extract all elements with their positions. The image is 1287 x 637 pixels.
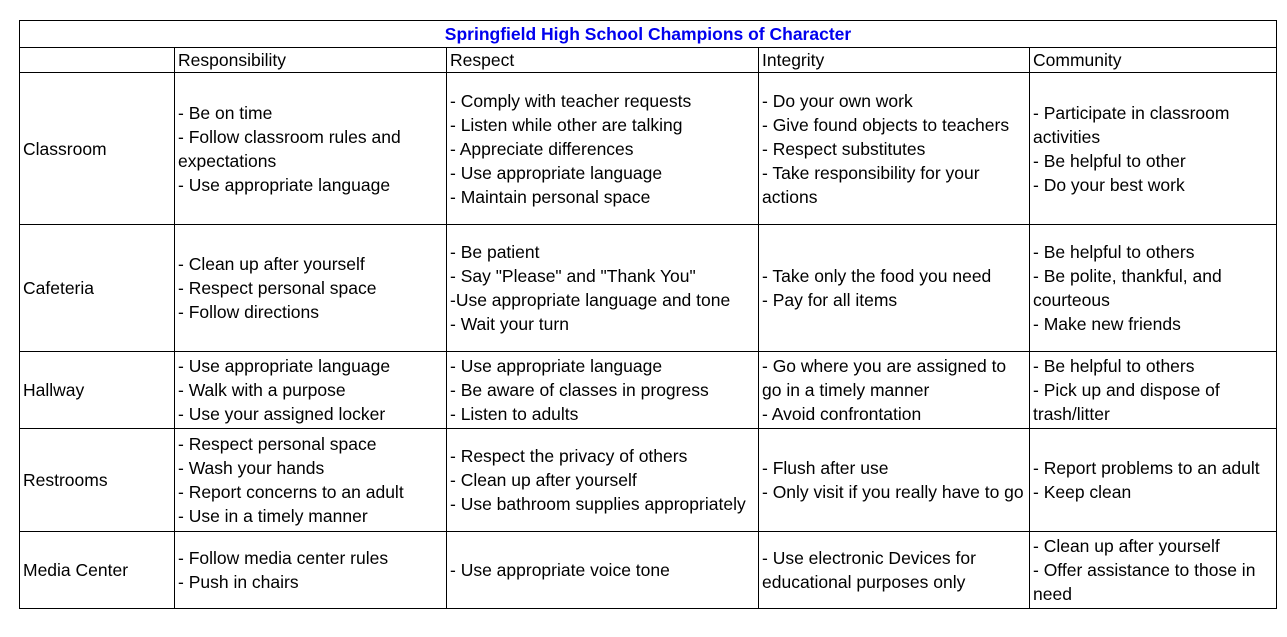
list-item: - Report problems to an adult — [1033, 458, 1260, 478]
cell-classroom-integrity — [759, 73, 1030, 225]
list-item: - Be helpful to other — [1033, 150, 1186, 171]
header-community: Community — [1030, 48, 1277, 73]
list-item: - Only visit if you really have to go — [762, 482, 1024, 502]
cell-media-center-responsibility — [175, 532, 447, 609]
cell-classroom-responsibility — [175, 73, 447, 225]
list-item: - Keep clean — [1033, 482, 1132, 502]
cell-cafeteria-integrity — [759, 225, 1030, 352]
cell-restrooms-responsibility — [175, 429, 447, 532]
list-item: - Say "Please" and "Thank You" — [450, 266, 696, 286]
list-item: - Use your assigned locker — [178, 404, 386, 424]
cell-hallway-responsibility — [175, 352, 447, 429]
list-item: - Be patient — [450, 242, 540, 262]
cell-media-center-integrity — [759, 532, 1030, 609]
list-item: - Follow classroom rules and expectations — [178, 126, 401, 171]
list-item: - Give found objects to teachers — [762, 114, 1010, 135]
list-item: - Respect personal space — [178, 434, 377, 454]
header-corner — [20, 48, 175, 73]
list-item: - Clean up after yourself — [178, 254, 365, 274]
list-item: - Wait your turn — [450, 314, 569, 334]
list-item: - Use appropriate language — [178, 356, 391, 376]
list-item: - Follow directions — [178, 302, 320, 322]
list-item: - Respect personal space — [178, 278, 377, 298]
list-item: - Use appropriate language — [450, 162, 663, 183]
row-label-media-center: Media Center — [20, 532, 175, 609]
list-item: - Make new friends — [1033, 314, 1181, 334]
cell-restrooms-integrity — [759, 429, 1030, 532]
list-item: - Be polite, thankful, and courteous — [1033, 266, 1222, 310]
row-cafeteria — [20, 225, 1277, 352]
list-item: - Maintain personal space — [450, 186, 651, 207]
cell-media-center-respect — [447, 532, 759, 609]
cell-classroom-community — [1030, 73, 1277, 225]
cell-restrooms-respect — [447, 429, 759, 532]
list-item: - Pick up and dispose of trash/litter — [1033, 380, 1220, 424]
cell-hallway-respect — [447, 352, 759, 429]
list-item: - Be on time — [178, 102, 273, 123]
list-item: - Respect substitutes — [762, 138, 926, 159]
header-responsibility: Responsibility — [175, 48, 447, 73]
list-item: - Use appropriate voice tone — [450, 560, 670, 580]
list-item: - Appreciate differences — [450, 138, 634, 159]
list-item: - Use appropriate language — [178, 174, 391, 195]
list-item: - Be aware of classes in progress — [450, 380, 709, 400]
list-item: - Participate in classroom activities — [1033, 102, 1230, 147]
table-title: Springfield High School Champions of Character — [20, 21, 1277, 48]
row-classroom — [20, 73, 1277, 225]
cell-media-center-community — [1030, 532, 1277, 609]
list-item: - Be helpful to others — [1033, 242, 1195, 262]
row-label-classroom: Classroom — [20, 73, 175, 225]
list-item: - Follow media center rules — [178, 548, 389, 568]
cell-restrooms-community — [1030, 429, 1277, 532]
list-item: - Pay for all items — [762, 290, 898, 310]
list-item: -Use appropriate language and tone — [450, 290, 731, 310]
row-restrooms — [20, 429, 1277, 532]
header-integrity: Integrity — [759, 48, 1030, 73]
list-item: - Walk with a purpose — [178, 380, 346, 400]
list-item: - Report concerns to an adult — [178, 482, 404, 502]
list-item: - Comply with teacher requests — [450, 90, 692, 111]
row-label-restrooms: Restrooms — [20, 429, 175, 532]
list-item: - Push in chairs — [178, 572, 299, 592]
list-item: - Wash your hands — [178, 458, 325, 478]
list-item: - Do your own work — [762, 90, 913, 111]
row-media-center — [20, 532, 1277, 609]
list-item: - Flush after use — [762, 458, 889, 478]
header-row — [20, 48, 1277, 73]
cell-hallway-integrity — [759, 352, 1030, 429]
header-respect: Respect — [447, 48, 759, 73]
list-item: - Do your best work — [1033, 174, 1185, 195]
list-item: - Listen while other are talking — [450, 114, 683, 135]
cell-cafeteria-community — [1030, 225, 1277, 352]
list-item: - Take responsibility for your actions — [762, 162, 980, 207]
list-item: - Respect the privacy of others — [450, 446, 688, 466]
cell-classroom-respect — [447, 73, 759, 225]
list-item: - Use electronic Devices for educational purposes only — [762, 548, 976, 592]
list-item: - Take only the food you need — [762, 266, 992, 286]
list-item: - Avoid confrontation — [762, 404, 922, 424]
list-item: - Use in a timely manner — [178, 506, 368, 526]
cell-cafeteria-respect — [447, 225, 759, 352]
title-row — [20, 21, 1277, 48]
row-hallway — [20, 352, 1277, 429]
list-item: - Offer assistance to those in need — [1033, 560, 1256, 604]
list-item: - Use bathroom supplies appropriately — [450, 494, 746, 514]
list-item: - Be helpful to others — [1033, 356, 1195, 376]
list-item: - Clean up after yourself — [1033, 536, 1220, 556]
list-item: - Use appropriate language — [450, 356, 663, 376]
row-label-cafeteria: Cafeteria — [20, 225, 175, 352]
row-label-hallway: Hallway — [20, 352, 175, 429]
list-item: - Go where you are assigned to go in a timely manner — [762, 356, 1007, 400]
cell-hallway-community — [1030, 352, 1277, 429]
character-expectations-table — [19, 20, 1277, 609]
list-item: - Listen to adults — [450, 404, 579, 424]
cell-cafeteria-responsibility — [175, 225, 447, 352]
list-item: - Clean up after yourself — [450, 470, 637, 490]
